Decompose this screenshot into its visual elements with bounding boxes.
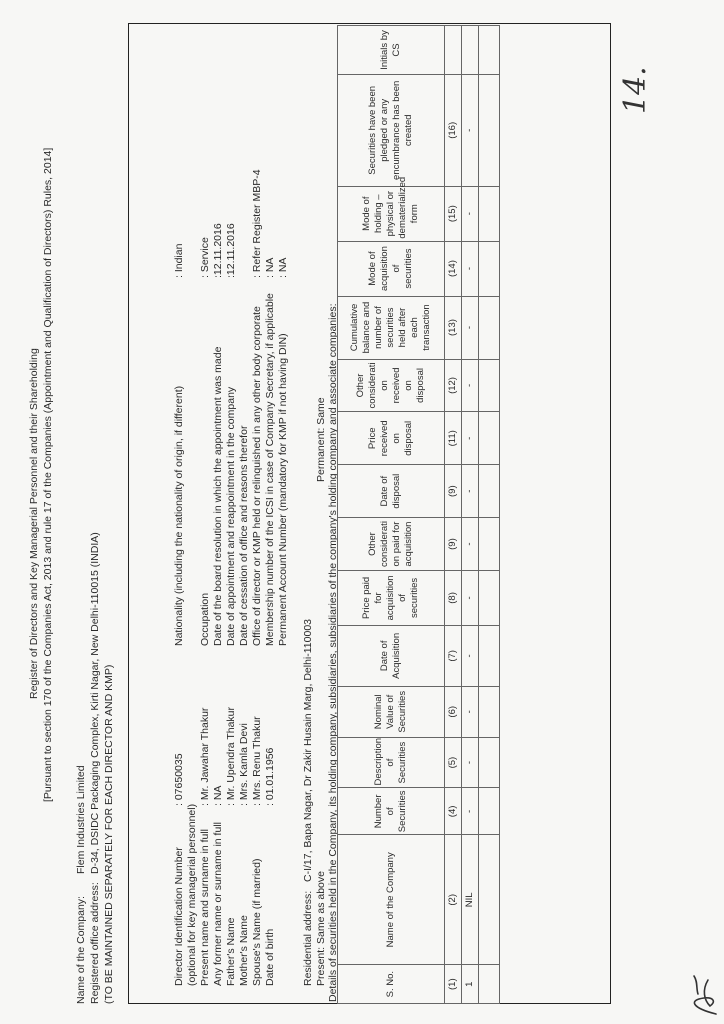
column-header: Initials by CS (338, 26, 445, 75)
column-header: Description of Securities (338, 737, 445, 788)
office-value: D-34, DSIDC Packaging Complex, Kirti Nagar, New Delhi-110015 (INDIA) (89, 532, 101, 874)
column-header: Price received on disposal (338, 412, 445, 465)
field-value: : Mrs. Kamla Devi (238, 723, 250, 806)
table-cell: - (462, 412, 479, 465)
handwritten-initials-signature (686, 970, 722, 1020)
field-label: Present name and surname in full (199, 828, 211, 986)
field-label: Director Identification Number (173, 847, 185, 986)
field-label: Any former name or surname in full (212, 822, 224, 986)
field-value: : NA (212, 785, 224, 806)
table-cell: - (462, 186, 479, 241)
field-value: : Mr. Jawahar Thakur (199, 707, 211, 806)
field-value: :12.11.2016 (212, 223, 224, 278)
field-value: : Indian (173, 243, 185, 278)
field-value: :12.11.2016 (225, 223, 237, 278)
table-cell: - (462, 518, 479, 571)
field-label: Date of appointment and reappointment in the company (225, 386, 237, 646)
maintenance-note: (TO BE MAINTAINED SEPARATELY FOR EACH DIRECTOR AND KMP) (103, 664, 115, 1004)
register-title: Register of Directors and Key Managerial Personnel and their Shareholding (28, 348, 40, 699)
column-number: (2) (445, 835, 462, 965)
present-address: Present: Same as above (315, 871, 327, 986)
column-number: (9) (445, 518, 462, 571)
column-header: Date of Acquisition (338, 625, 445, 686)
column-number: (16) (445, 74, 462, 186)
column-header: Securities have been pledged or any encumbrance has been created (338, 74, 445, 186)
field-label: Membership number of the ICSI in case of Company Secretary, if applicable (264, 293, 276, 646)
field-value: : 01.01.1956 (264, 747, 276, 806)
office-label: Registered office address: (89, 882, 101, 1004)
field-label: Occupation (199, 592, 211, 646)
column-number-row (445, 26, 462, 1004)
field-value: : NA (264, 257, 276, 278)
field-label: Date of birth (264, 928, 276, 986)
residential-label: Residential address: (302, 890, 314, 986)
field-value: : Mrs. Renu Thakur (251, 716, 263, 806)
column-header: Number of Securities (338, 788, 445, 835)
handwritten-page-number: 14. (618, 66, 653, 114)
field-value: : Service (199, 237, 211, 278)
column-number: (4) (445, 788, 462, 835)
column-header: Date of disposal (338, 465, 445, 518)
column-number: (7) (445, 625, 462, 686)
table-cell: NIL (462, 835, 479, 965)
table-cell: - (462, 788, 479, 835)
column-number: (13) (445, 296, 462, 359)
table-cell: 1 (462, 965, 479, 1004)
table-cell: - (462, 465, 479, 518)
table-empty-row (479, 26, 500, 1004)
register-subtitle: [Pursuant to section 170 of the Companies Act, 2013 and rule 17 of the Companies (Appointment and Qualification of Directors) Rules, 2014] (42, 147, 54, 802)
column-number: (11) (445, 412, 462, 465)
company-label: Name of the Company: (75, 896, 87, 1004)
securities-table (337, 25, 500, 1004)
column-header: Other considerati on paid for acquisition (338, 518, 445, 571)
table-cell: - (462, 74, 479, 186)
table-cell: - (462, 625, 479, 686)
permanent-address: Permanent: Same (315, 397, 327, 482)
table-cell: - (462, 359, 479, 412)
table-cell: - (462, 737, 479, 788)
field-label: Mother's Name (238, 915, 250, 986)
column-header: Mode of holding – physical or dematerialized form (338, 186, 445, 241)
column-number: (9) (445, 465, 462, 518)
column-header: Nominal Value of Securities (338, 686, 445, 737)
field-value: : 07650035 (173, 753, 185, 806)
field-label: Permanent Account Number (mandatory for KMP if not having DIN) (277, 333, 289, 646)
column-number (445, 26, 462, 75)
table-cell: - (462, 296, 479, 359)
column-number: (1) (445, 965, 462, 1004)
column-header: Name of the Company (338, 835, 445, 965)
field-value: : Mr. Upendra Thakur (225, 706, 237, 806)
column-number: (12) (445, 359, 462, 412)
column-number: (6) (445, 686, 462, 737)
column-number: (8) (445, 570, 462, 625)
column-header: Mode of acquisition of securities (338, 241, 445, 296)
table-row (462, 26, 479, 1004)
table-header-row (338, 26, 445, 1004)
table-cell (462, 26, 479, 75)
field-value: : Refer Register MBP-4 (251, 169, 263, 278)
field-label: Spouse's Name (if married) (251, 858, 263, 986)
field-label: Nationality (including the nationality of origin, if different) (173, 385, 185, 646)
column-header: S. No. (338, 965, 445, 1004)
securities-details-label: Details of securities held in the Company, its holding company, subsidiaries, subsidiaries of the company's holding company and associate companies: (327, 303, 339, 1002)
company-value: Flem Industries Limited (75, 765, 87, 874)
column-number: (5) (445, 737, 462, 788)
residential-value: C-I/17, Bapa Nagar, Dr Zakir Husain Marg, Delhi-110003 (302, 618, 314, 882)
column-number: (15) (445, 186, 462, 241)
column-header: Other considerati on received on disposal (338, 359, 445, 412)
column-number: (14) (445, 241, 462, 296)
field-label: (optional for key managerial personnel) (186, 803, 198, 986)
field-label: Office of director or KMP held or relinquished in any other body corporate (251, 306, 263, 646)
table-cell: - (462, 570, 479, 625)
column-header: Cumulative balance and number of securities held after each transaction (338, 296, 445, 359)
table-cell: - (462, 686, 479, 737)
column-header: Price paid for acquisition of securities (338, 570, 445, 625)
field-label: Date of cessation of office and reasons therefor (238, 425, 250, 646)
table-cell: - (462, 241, 479, 296)
field-label: Father's Name (225, 917, 237, 986)
field-label: Date of the board resolution in which the appointment was made (212, 346, 224, 646)
field-value: : NA (277, 257, 289, 278)
